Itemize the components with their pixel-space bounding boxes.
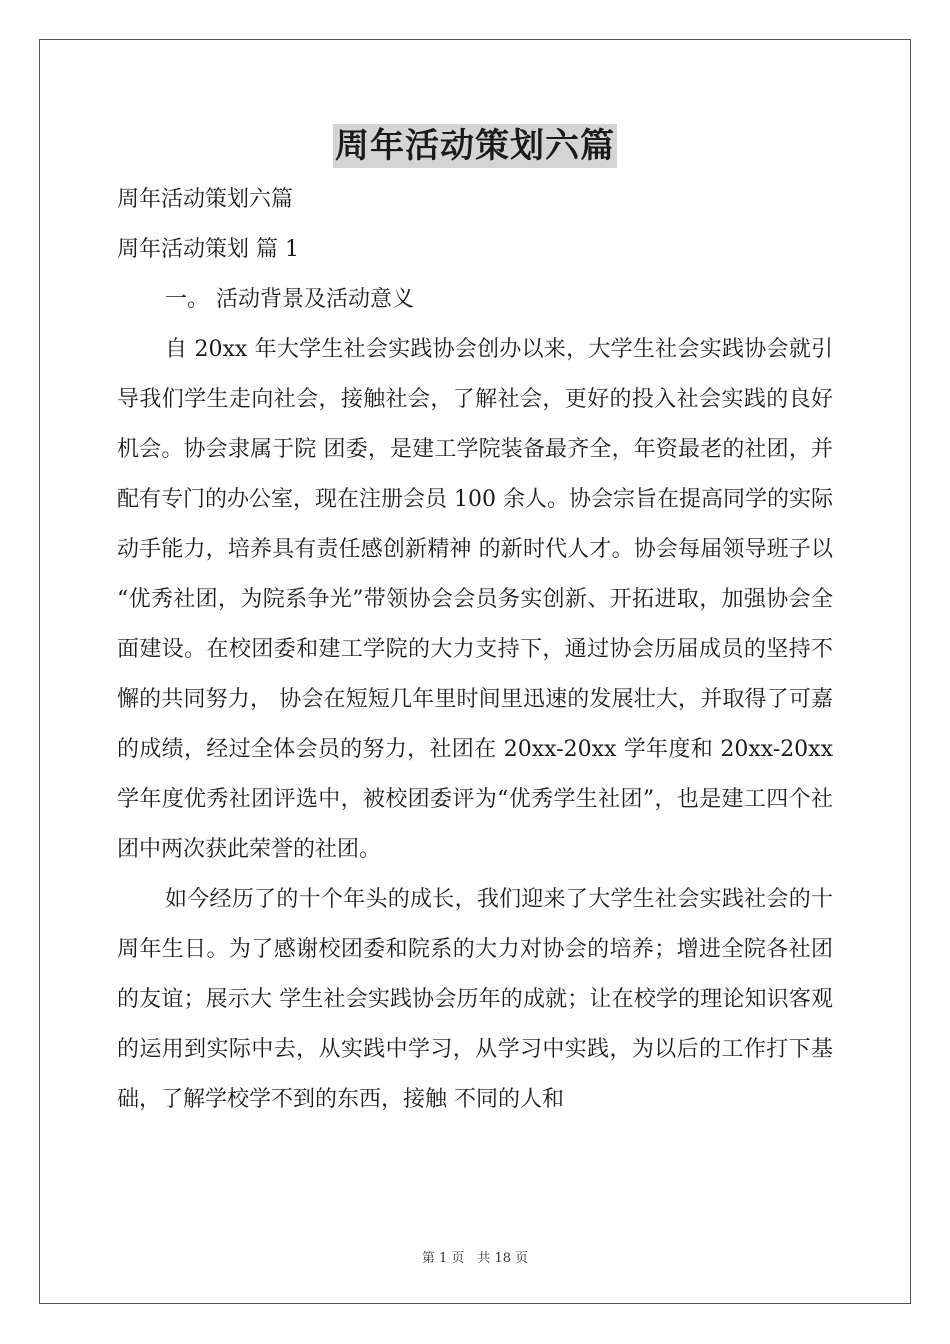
- paragraph: 自 20xx 年大学生社会实践协会创办以来，大学生社会实践协会就引导我们学生走向社会，接触社会，了解社会，更好的投入社会实践的良好机会。协会隶属于院 团委，是建工学院装备最齐全，年资最老的社团，并配有专门的办公室，现在注册会员 100 余人。协会宗旨在提高同学的实际动手能力，培养具有责任感创新精神 的新时代人才。协会每届领导班子以 “优秀社团，为院系争光”带领协会会员务实创新、开拓进取，加强协会全面建设。在校团委和建工学院的大力支持下，通过协会历届成员的坚持不懈的共同努力， 协会在短短几年里时间里迅速的发展壮大，并取得了可嘉的成绩，经过全体会员的努力，社团在 20xx-20xx 学年度和 20xx-20xx 学年度优秀社团评选中，被校团委评为“优秀学生社团”，也是建工四个社团中两次获此荣誉的社团。: [117, 337, 833, 862]
- document-subtitle: 周年活动策划六篇: [117, 187, 294, 212]
- document-body: [117, 175, 833, 1125]
- paragraph: 如今经历了的十个年头的成长，我们迎来了大学生社会实践社会的十周年生日。为了感谢校团委和院系的大力对协会的培养；增进全院各社团的友谊；展示大 学生社会实践协会历年的成就；让在校学的理论知识客观的运用到实际中去，从实践中学习，从学习中实践，为以后的工作打下基础，了解学校学不到的东西，接触 不同的人和: [117, 887, 833, 1112]
- document-title: 周年活动策划六篇: [335, 126, 615, 166]
- section-title: 周年活动策划 篇 1: [117, 237, 299, 262]
- section-heading: 一。 活动背景及活动意义: [165, 287, 414, 312]
- page-number-footer: 第 1 页 共 18 页: [421, 1251, 529, 1266]
- title-wrap: [0, 124, 950, 168]
